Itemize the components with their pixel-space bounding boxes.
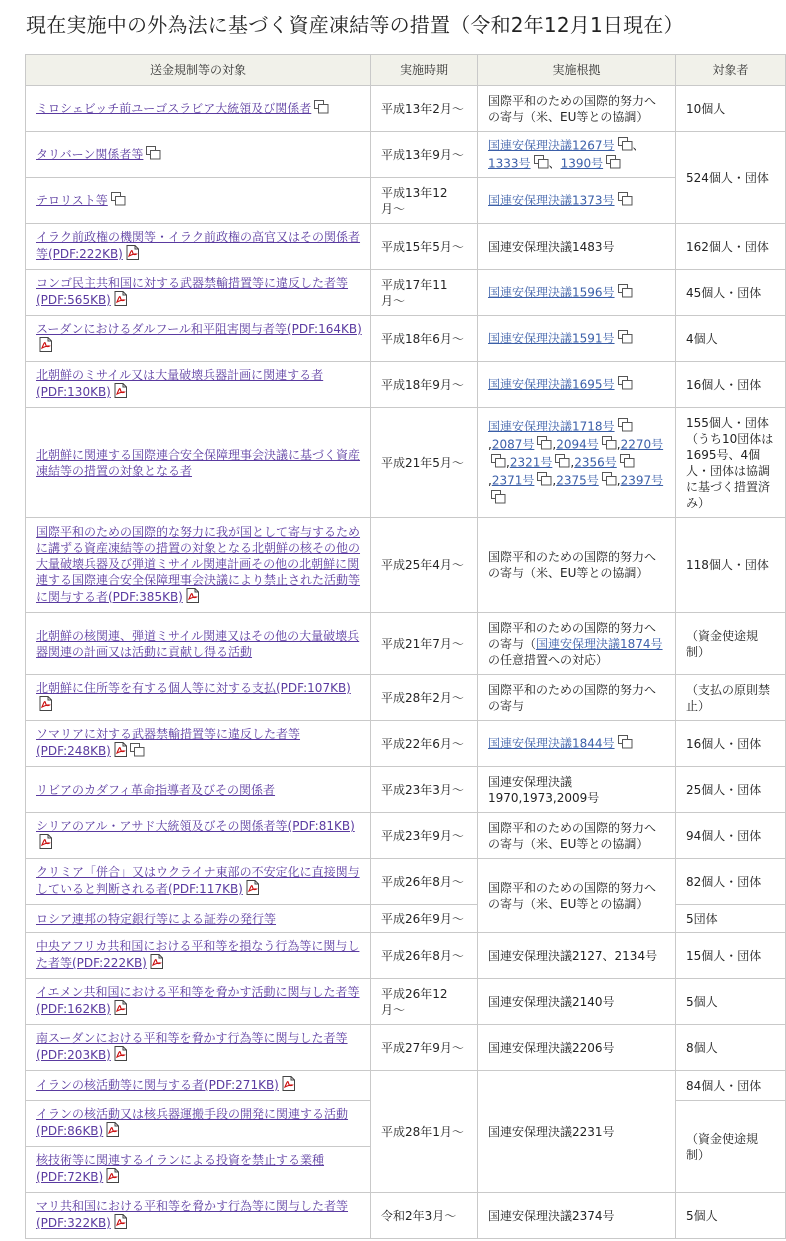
table-row [26, 933, 786, 979]
table-row [26, 270, 786, 316]
target-link[interactable]: 国際平和のための国際的な努力に我が国として寄与するために講ずる資産凍結等の措置の対象となる北朝鮮の核その他の大量破壊兵器及び弾道ミサイル関連計画その他の北朝鮮に関連する国際連合安全保障理事会決議により禁止された活動等に関与する者(PDF:385KB) [36, 524, 361, 604]
pdf-icon[interactable] [282, 1076, 295, 1095]
cell-basis [478, 270, 676, 316]
resolution-link[interactable]: 国連安保理決議1695号 [488, 377, 615, 391]
header-count: 対象者 [676, 55, 786, 86]
resolution-link[interactable]: 2087号 [491, 437, 535, 451]
cell-basis [478, 408, 676, 518]
cell-period: 平成26年12月〜 [371, 979, 478, 1025]
target-link[interactable]: 核技術等に関連するイランによる投資を禁止する業種(PDF:72KB) [36, 1153, 325, 1184]
target-link[interactable]: 北朝鮮のミサイル又は大量破壊兵器計画に関連する者(PDF:130KB) [36, 368, 324, 399]
cell-period: 平成26年8月〜 [371, 933, 478, 979]
table-row [26, 224, 786, 270]
cell-period: 平成18年6月〜 [371, 316, 478, 362]
table-row [26, 1071, 786, 1101]
basis-text: , [506, 455, 510, 469]
table-row [26, 813, 786, 859]
header-period: 実施時期 [371, 55, 478, 86]
external-link-icon[interactable] [537, 472, 552, 490]
cell-basis [478, 767, 676, 813]
pdf-icon[interactable] [39, 337, 52, 356]
cell-basis [478, 1193, 676, 1239]
cell-target [26, 270, 371, 316]
basis-text: 国際平和のための国際的努力への寄与（米、EU等との協調） [488, 550, 657, 580]
cell-target [26, 813, 371, 859]
external-link-icon[interactable] [146, 146, 161, 164]
external-link-icon[interactable] [618, 330, 633, 348]
cell-count: 524個人・団体 [676, 132, 786, 224]
cell-target [26, 316, 371, 362]
cell-period: 平成22年6月〜 [371, 721, 478, 767]
table-row [26, 1193, 786, 1239]
cell-basis [478, 178, 676, 224]
external-link-icon[interactable] [534, 155, 549, 173]
basis-text: 国連安保理決議2127、2134号 [488, 948, 658, 963]
cell-count: 5個人 [676, 979, 786, 1025]
target-link[interactable]: ロシア連邦の特定銀行等による証券の発行等 [36, 911, 277, 926]
target-link[interactable]: 中央アフリカ共和国における平和等を損なう行為等に関与した者等(PDF:222KB) [36, 939, 360, 970]
external-link-icon[interactable] [602, 436, 617, 454]
target-link[interactable]: 北朝鮮の核関連、弾道ミサイル関連又はその他の大量破壊兵器関連の計画又は活動に貢献し得る活動 [36, 628, 360, 659]
basis-text: , [570, 455, 575, 469]
table-row [26, 86, 786, 132]
table-header-row [26, 55, 786, 86]
basis-text: , [616, 437, 621, 451]
cell-count: 8個人 [676, 1025, 786, 1071]
basis-text: , [552, 473, 557, 487]
table-row [26, 316, 786, 362]
pdf-icon[interactable] [126, 245, 139, 264]
cell-target [26, 1147, 371, 1193]
cell-basis [478, 613, 676, 675]
table-row [26, 721, 786, 767]
cell-basis [478, 933, 676, 979]
cell-count: 118個人・団体 [676, 518, 786, 613]
basis-text: 国際平和のための国際的努力への寄与 [488, 682, 657, 713]
table-row [26, 767, 786, 813]
target-link[interactable]: 北朝鮮に関連する国際連合安全保障理事会決議に基づく資産凍結等の措置の対象となる者 [36, 447, 361, 478]
cell-target [26, 979, 371, 1025]
basis-text: 国連安保理決議1970,1973,2009号 [488, 774, 600, 805]
cell-basis [478, 362, 676, 408]
external-link-icon[interactable] [111, 192, 126, 210]
resolution-link[interactable]: 2375号 [556, 473, 599, 487]
cell-period: 平成27年9月〜 [371, 1025, 478, 1071]
pdf-icon[interactable] [39, 696, 52, 715]
basis-text: , [488, 473, 492, 487]
header-basis: 実施根拠 [478, 55, 676, 86]
cell-count: 16個人・団体 [676, 721, 786, 767]
basis-text: , [552, 437, 557, 451]
target-link[interactable]: イランの核活動等に関与する者(PDF:271KB) [36, 1078, 279, 1092]
pdf-icon[interactable] [114, 291, 127, 310]
sanctions-table-container [25, 54, 786, 1239]
resolution-link[interactable]: 国連安保理決議1267号 [488, 138, 615, 152]
target-link[interactable]: マリ共和国における平和等を脅かす行為等に関与した者等(PDF:322KB) [36, 1199, 349, 1230]
table-row [26, 675, 786, 721]
resolution-link[interactable]: 国連安保理決議1844号 [488, 736, 615, 750]
cell-period: 平成18年9月〜 [371, 362, 478, 408]
cell-count: （支払の原則禁止） [676, 675, 786, 721]
table-row [26, 1025, 786, 1071]
resolution-link[interactable]: 1390号 [560, 156, 604, 170]
cell-basis [478, 675, 676, 721]
page-title: 現在実施中の外為法に基づく資産凍結等の措置（令和2年12月1日現在） [26, 13, 684, 37]
cell-target [26, 1025, 371, 1071]
table-row [26, 979, 786, 1025]
basis-text: 国際平和のための国際的努力への寄与（米、EU等との協調） [488, 93, 657, 124]
pdf-icon[interactable] [39, 834, 52, 853]
resolution-link[interactable]: 2397号 [620, 473, 664, 487]
basis-text: 国際平和のための国際的努力への寄与（ [488, 620, 657, 651]
resolution-link[interactable]: 2356号 [574, 455, 617, 469]
target-link[interactable]: イエメン共和国における平和等を脅かす活動に関与した者等(PDF:162KB) [36, 985, 360, 1016]
cell-basis [478, 224, 676, 270]
target-link[interactable]: ソマリアに対する武器禁輸措置等に違反した者等(PDF:248KB) [36, 727, 301, 758]
resolution-link[interactable]: 国連安保理決議1373号 [488, 193, 615, 207]
cell-period: 平成21年5月〜 [371, 408, 478, 518]
cell-count: 4個人 [676, 316, 786, 362]
cell-count: （資金使途規制） [676, 1101, 786, 1193]
basis-text: 国連安保理決議2231号 [488, 1124, 615, 1139]
cell-basis [478, 979, 676, 1025]
cell-target [26, 905, 371, 933]
table-row [26, 408, 786, 518]
cell-target [26, 408, 371, 518]
cell-period: 平成17年11月〜 [371, 270, 478, 316]
resolution-link[interactable]: 国連安保理決議1596号 [488, 285, 615, 299]
table-row [26, 178, 786, 224]
resolution-link[interactable]: 2270号 [620, 437, 664, 451]
cell-count: 84個人・団体 [676, 1071, 786, 1101]
cell-basis [478, 132, 676, 178]
basis-text: , [616, 473, 621, 487]
external-link-icon[interactable] [314, 100, 329, 118]
cell-target [26, 362, 371, 408]
cell-basis [478, 316, 676, 362]
target-link[interactable]: ミロシェビッチ前ユーゴスラビア大統領及び関係者 [36, 101, 312, 115]
cell-target [26, 86, 371, 132]
basis-text: 、 [548, 156, 561, 170]
pdf-icon[interactable] [114, 1000, 127, 1019]
basis-text: 国連安保理決議2206号 [488, 1040, 615, 1055]
resolution-link[interactable]: 国連安保理決議1874号 [536, 636, 663, 651]
cell-count: 155個人・団体（うち10団体は1695号、4個人・団体は協調に基づく措置済み） [676, 408, 786, 518]
table-row [26, 132, 786, 178]
basis-text: 国連安保理決議1483号 [488, 239, 615, 254]
external-link-icon[interactable] [618, 735, 633, 753]
cell-target [26, 178, 371, 224]
external-link-icon[interactable] [618, 192, 633, 210]
external-link-icon[interactable] [130, 743, 145, 761]
target-link[interactable]: イランの核活動又は核兵器運搬手段の開発に関連する活動(PDF:86KB) [36, 1107, 349, 1138]
cell-period: 令和2年3月〜 [371, 1193, 478, 1239]
cell-target [26, 1193, 371, 1239]
external-link-icon[interactable] [618, 284, 633, 302]
external-link-icon[interactable] [606, 155, 621, 173]
header-target: 送金規制等の対象 [26, 55, 371, 86]
target-link[interactable]: スーダンにおけるダルフール和平阻害関与者等(PDF:164KB) [36, 322, 362, 336]
pdf-icon[interactable] [114, 742, 127, 761]
pdf-icon[interactable] [114, 383, 127, 402]
cell-period: 平成13年2月〜 [371, 86, 478, 132]
pdf-icon[interactable] [186, 588, 199, 607]
cell-count: 45個人・団体 [676, 270, 786, 316]
cell-target [26, 132, 371, 178]
resolution-link[interactable]: 国連安保理決議1591号 [488, 331, 615, 345]
pdf-icon[interactable] [150, 954, 163, 973]
cell-count: 25個人・団体 [676, 767, 786, 813]
basis-text: , [488, 437, 492, 451]
external-link-icon[interactable] [491, 454, 506, 472]
resolution-link[interactable]: 2371号 [491, 473, 535, 487]
table-row [26, 362, 786, 408]
basis-text: 国際平和のための国際的努力への寄与（米、EU等との協調） [488, 880, 657, 911]
cell-basis [478, 859, 676, 933]
cell-count: 16個人・団体 [676, 362, 786, 408]
resolution-link[interactable]: 2321号 [509, 455, 553, 469]
external-link-icon[interactable] [618, 137, 633, 155]
target-link[interactable]: イラク前政権の機関等・イラク前政権の高官又はその関係者等(PDF:222KB) [36, 230, 361, 261]
cell-period: 平成23年3月〜 [371, 767, 478, 813]
cell-basis [478, 721, 676, 767]
target-link[interactable]: コンゴ民主共和国に対する武器禁輸措置等に違反した者等(PDF:565KB) [36, 276, 349, 307]
pdf-icon[interactable] [114, 1046, 127, 1065]
cell-count: 82個人・団体 [676, 859, 786, 905]
cell-target [26, 859, 371, 905]
basis-text: 国際平和のための国際的努力への寄与（米、EU等との協調） [488, 820, 657, 851]
cell-target [26, 224, 371, 270]
basis-text: 国連安保理決議2374号 [488, 1208, 615, 1223]
cell-count: 5個人 [676, 1193, 786, 1239]
cell-basis [478, 518, 676, 613]
pdf-icon[interactable] [114, 1214, 127, 1233]
external-link-icon[interactable] [618, 418, 633, 436]
cell-period: 平成28年2月〜 [371, 675, 478, 721]
cell-count: 15個人・団体 [676, 933, 786, 979]
cell-period: 平成25年4月〜 [371, 518, 478, 613]
cell-target [26, 1071, 371, 1101]
cell-basis [478, 1025, 676, 1071]
cell-period: 平成21年7月〜 [371, 613, 478, 675]
cell-count: 162個人・団体 [676, 224, 786, 270]
target-link[interactable]: 北朝鮮に住所等を有する個人等に対する支払(PDF:107KB) [36, 681, 351, 695]
cell-period: 平成26年8月〜 [371, 859, 478, 905]
cell-basis [478, 813, 676, 859]
cell-target [26, 1101, 371, 1147]
cell-target [26, 675, 371, 721]
cell-target [26, 767, 371, 813]
table-row [26, 518, 786, 613]
basis-text: 、 [632, 138, 645, 152]
cell-period: 平成15年5月〜 [371, 224, 478, 270]
cell-target [26, 721, 371, 767]
basis-text: の任意措置への対応） [488, 652, 609, 667]
external-link-icon[interactable] [620, 454, 635, 472]
external-link-icon[interactable] [537, 436, 552, 454]
pdf-icon[interactable] [106, 1122, 119, 1141]
target-link[interactable]: シリアのアル・アサド大統領及びその関係者等(PDF:81KB) [36, 819, 355, 833]
sanctions-table [25, 54, 786, 1239]
external-link-icon[interactable] [618, 376, 633, 394]
basis-text: 国連安保理決議2140号 [488, 994, 615, 1009]
cell-target [26, 518, 371, 613]
target-link[interactable]: リビアのカダフィ革命指導者及びその関係者 [36, 782, 276, 797]
target-link[interactable]: テロリスト等 [36, 193, 108, 207]
cell-count: （資金使途規制） [676, 613, 786, 675]
pdf-icon[interactable] [106, 1168, 119, 1187]
cell-target [26, 933, 371, 979]
cell-basis [478, 86, 676, 132]
resolution-link[interactable]: 2094号 [556, 437, 599, 451]
cell-period: 平成28年1月〜 [371, 1071, 478, 1193]
table-row [26, 859, 786, 905]
resolution-link[interactable]: 1333号 [488, 156, 531, 170]
external-link-icon[interactable] [491, 490, 506, 508]
cell-count: 5団体 [676, 905, 786, 933]
table-row [26, 613, 786, 675]
cell-period: 平成13年9月〜 [371, 132, 478, 178]
target-link[interactable]: タリバーン関係者等 [36, 147, 144, 161]
resolution-link[interactable]: 国連安保理決議1718号 [488, 419, 615, 433]
cell-count: 94個人・団体 [676, 813, 786, 859]
external-link-icon[interactable] [555, 454, 570, 472]
cell-period: 平成26年9月〜 [371, 905, 478, 933]
cell-count: 10個人 [676, 86, 786, 132]
external-link-icon[interactable] [602, 472, 617, 490]
target-link[interactable]: クリミア「併合」又はウクライナ東部の不安定化に直接関与していると判断される者(PDF:117KB) [36, 865, 360, 896]
cell-basis [478, 1071, 676, 1193]
cell-period: 平成23年9月〜 [371, 813, 478, 859]
cell-period: 平成13年12月〜 [371, 178, 478, 224]
cell-target [26, 613, 371, 675]
target-link[interactable]: 南スーダンにおける平和等を脅かす行為等に関与した者等(PDF:203KB) [36, 1031, 348, 1062]
pdf-icon[interactable] [246, 880, 259, 899]
